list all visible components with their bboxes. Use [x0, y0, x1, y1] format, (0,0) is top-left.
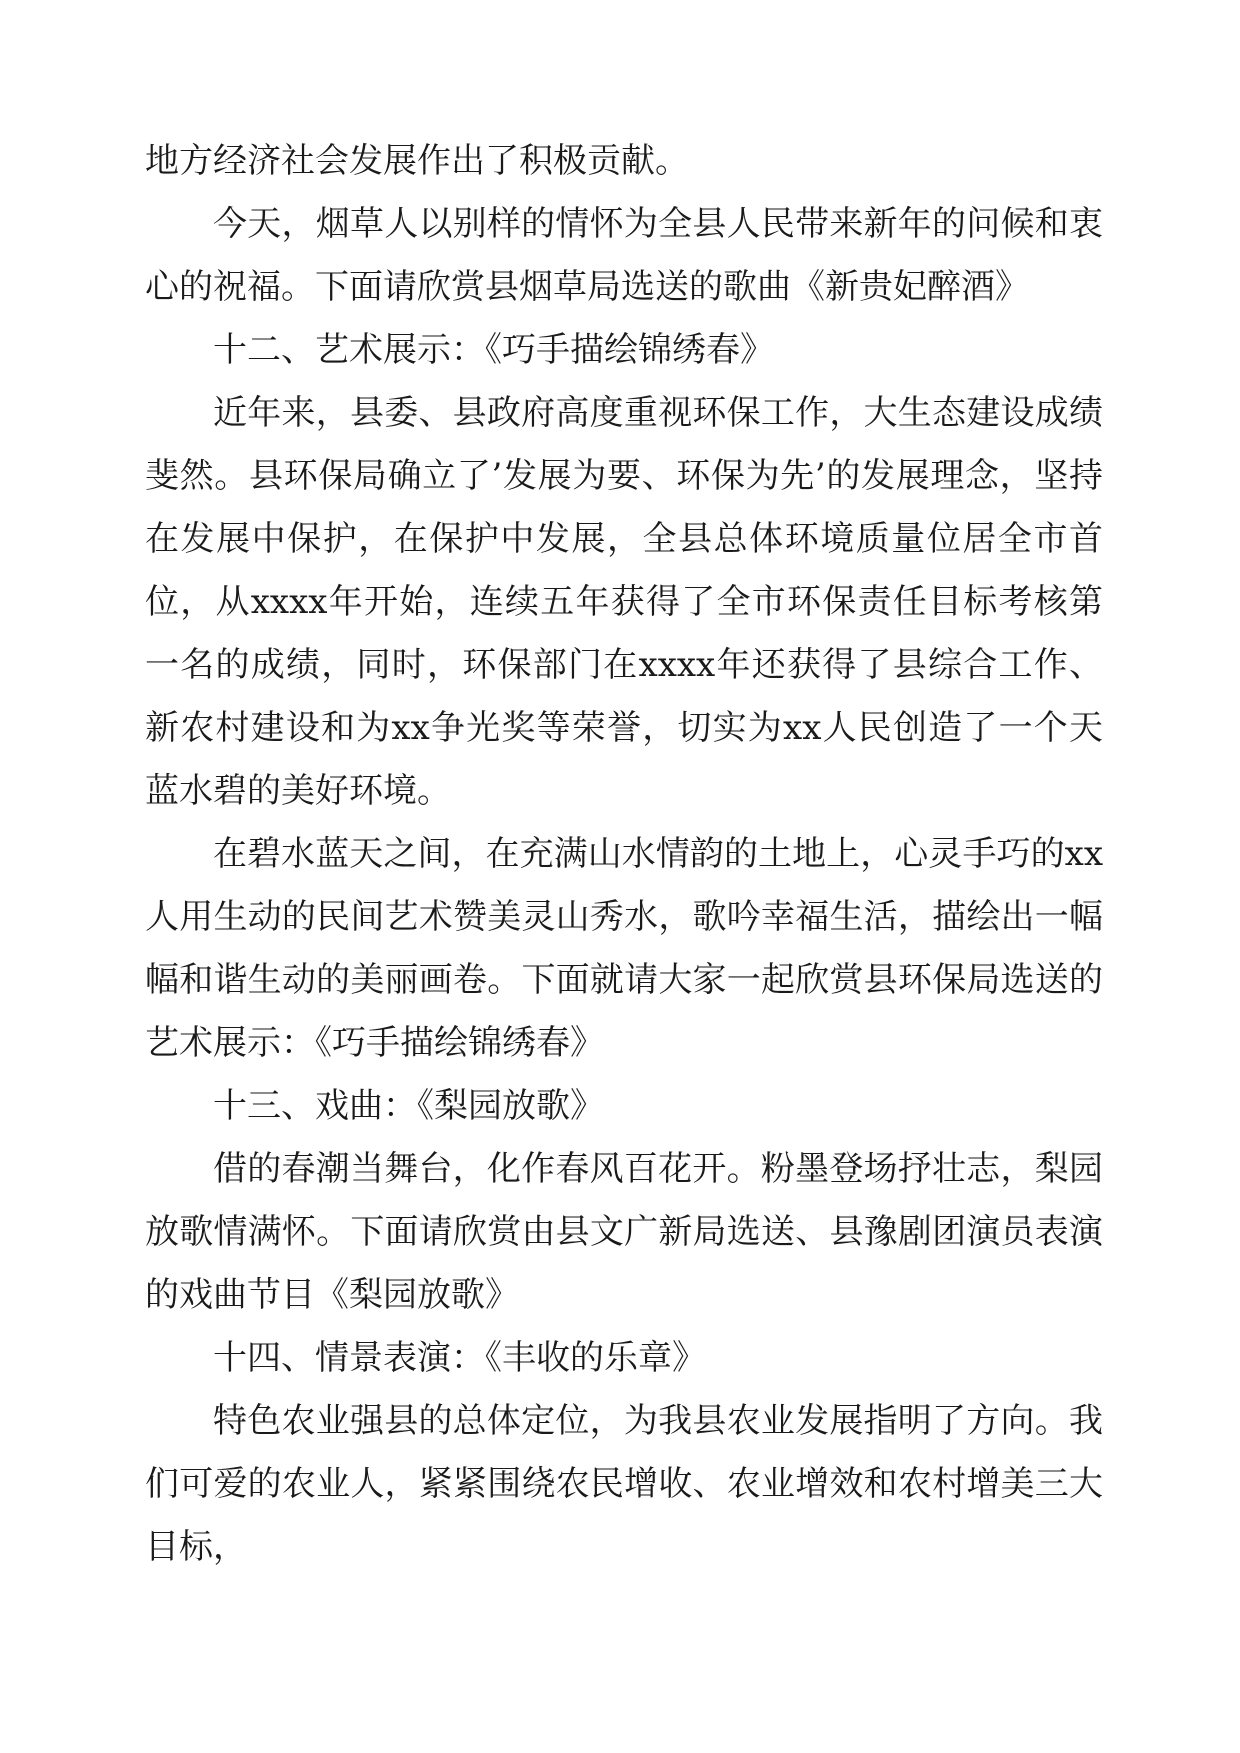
program-heading-13: 十三、戏曲：《梨园放歌》 [213, 1086, 604, 1126]
paragraph-opera-intro: 借的春潮当舞台，化作春风百花开。粉墨登场抒壮志，梨园放歌情满怀。下面请欣赏由县文广新局选送、县豫剧团演员表演的戏曲节目《梨园放歌》 [145, 1149, 1103, 1315]
paragraph-environment: 近年来，县委、县政府高度重视环保工作，大生态建设成绩斐然。县环保局确立了’发展为要、环保为先’的发展理念，坚持在发展中保护，在保护中发展，全县总体环境质量位居全市首位，从xxxx年开始，连续五年获得了全市环保责任目标考核第一名的成绩，同时，环保部门在xxxx年还获得了县综合工作、新农村建设和为xx争光奖等荣誉，切实为xx人民创造了一个天蓝水碧的美好环境。 [145, 393, 1103, 811]
program-heading-14: 十四、情景表演：《丰收的乐章》 [213, 1338, 706, 1378]
program-heading-12: 十二、艺术展示：《巧手描绘锦绣春》 [213, 330, 774, 370]
paragraph-agriculture: 特色农业强县的总体定位，为我县农业发展指明了方向。我们可爱的农业人，紧紧围绕农民增收、农业增效和农村增美三大目标， [145, 1401, 1103, 1567]
paragraph-tobacco-intro: 今天，烟草人以别样的情怀为全县人民带来新年的问候和衷心的祝福。下面请欣赏县烟草局选送的歌曲《新贵妃醉酒》 [145, 204, 1103, 307]
paragraph-continuation: 地方经济社会发展作出了积极贡献。 [145, 141, 689, 181]
paragraph-art-intro: 在碧水蓝天之间，在充满山水情韵的土地上，心灵手巧的xx人用生动的民间艺术赞美灵山秀水，歌吟幸福生活，描绘出一幅幅和谐生动的美丽画卷。下面就请大家一起欣赏县环保局选送的艺术展示：《巧手描绘锦绣春》 [145, 834, 1103, 1063]
document-page [145, 130, 1103, 1579]
